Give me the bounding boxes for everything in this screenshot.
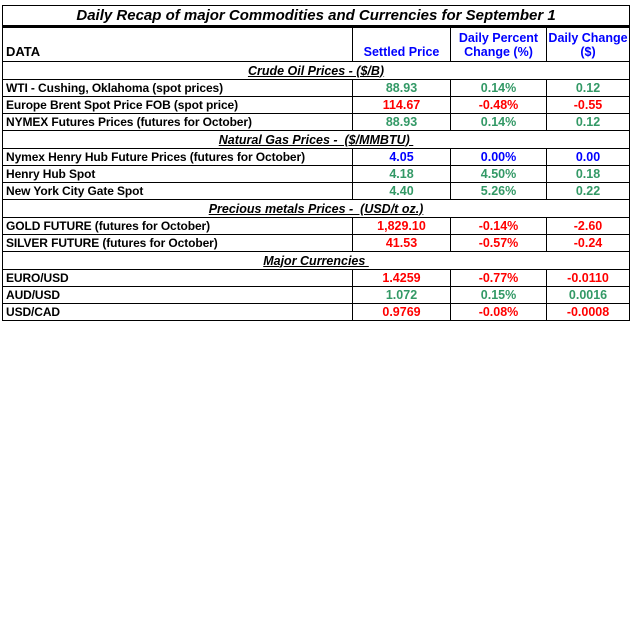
row-label: Nymex Henry Hub Future Prices (futures for October) xyxy=(3,149,353,166)
daily-change-cell: -0.55 xyxy=(547,97,630,114)
percent-change-cell: 0.15% xyxy=(451,287,547,304)
settled-price-cell: 114.67 xyxy=(353,97,451,114)
settled-price-cell: 1.072 xyxy=(353,287,451,304)
column-header-data: DATA xyxy=(3,27,353,62)
table-row-nyc-gate-spot xyxy=(3,183,630,200)
section-title-crude-oil: Crude Oil Prices - ($/B) xyxy=(247,63,385,78)
column-header-daily-percent-change: Daily Percent Change (%) xyxy=(451,27,547,62)
daily-change-cell: 0.12 xyxy=(547,80,630,97)
section-title-precious-metals: Precious metals Prices - (USD/t oz.) xyxy=(208,201,424,216)
section-header-natural-gas xyxy=(3,131,630,149)
row-label: GOLD FUTURE (futures for October) xyxy=(3,218,353,235)
percent-change-cell: 0.14% xyxy=(451,80,547,97)
daily-change-cell: -0.24 xyxy=(547,235,630,252)
percent-change-cell: -0.14% xyxy=(451,218,547,235)
table-row-gold-future xyxy=(3,218,630,235)
table-row-euro-usd xyxy=(3,270,630,287)
row-label: WTI - Cushing, Oklahoma (spot prices) xyxy=(3,80,353,97)
row-label: New York City Gate Spot xyxy=(3,183,353,200)
section-title-natural-gas: Natural Gas Prices - ($/MMBTU) xyxy=(218,132,414,147)
table-row-nymex-henry-hub xyxy=(3,149,630,166)
settled-price-cell: 88.93 xyxy=(353,80,451,97)
percent-change-cell: 4.50% xyxy=(451,166,547,183)
table-row-brent xyxy=(3,97,630,114)
settled-price-cell: 1,829.10 xyxy=(353,218,451,235)
column-header-row xyxy=(3,27,630,62)
settled-price-cell: 41.53 xyxy=(353,235,451,252)
settled-price-cell: 1.4259 xyxy=(353,270,451,287)
section-header-precious-metals xyxy=(3,200,630,218)
table-title: Daily Recap of major Commodities and Currencies for September 1 xyxy=(3,6,630,27)
row-label: EURO/USD xyxy=(3,270,353,287)
row-label: USD/CAD xyxy=(3,304,353,321)
daily-change-cell: 0.12 xyxy=(547,114,630,131)
spreadsheet-view xyxy=(2,5,630,321)
daily-change-cell: 0.18 xyxy=(547,166,630,183)
table-row-wti xyxy=(3,80,630,97)
row-label: Henry Hub Spot xyxy=(3,166,353,183)
percent-change-cell: -0.48% xyxy=(451,97,547,114)
row-label: NYMEX Futures Prices (futures for October) xyxy=(3,114,353,131)
commodities-currencies-table xyxy=(2,5,630,321)
percent-change-cell: -0.57% xyxy=(451,235,547,252)
column-header-settled-price: Settled Price xyxy=(353,27,451,62)
daily-change-cell: -0.0008 xyxy=(547,304,630,321)
section-title-major-currencies: Major Currencies xyxy=(263,253,369,268)
settled-price-cell: 4.40 xyxy=(353,183,451,200)
title-row xyxy=(3,6,630,27)
daily-change-cell: 0.22 xyxy=(547,183,630,200)
percent-change-cell: -0.08% xyxy=(451,304,547,321)
settled-price-cell: 4.18 xyxy=(353,166,451,183)
percent-change-cell: -0.77% xyxy=(451,270,547,287)
row-label: Europe Brent Spot Price FOB (spot price) xyxy=(3,97,353,114)
section-header-major-currencies xyxy=(3,252,630,270)
percent-change-cell: 0.00% xyxy=(451,149,547,166)
table-row-aud-usd xyxy=(3,287,630,304)
row-label: SILVER FUTURE (futures for October) xyxy=(3,235,353,252)
row-label: AUD/USD xyxy=(3,287,353,304)
column-header-daily-change: Daily Change ($) xyxy=(547,27,630,62)
daily-change-cell: 0.00 xyxy=(547,149,630,166)
settled-price-cell: 0.9769 xyxy=(353,304,451,321)
daily-change-cell: -0.0110 xyxy=(547,270,630,287)
daily-change-cell: -2.60 xyxy=(547,218,630,235)
daily-change-cell: 0.0016 xyxy=(547,287,630,304)
table-row-silver-future xyxy=(3,235,630,252)
table-row-henry-hub-spot xyxy=(3,166,630,183)
percent-change-cell: 5.26% xyxy=(451,183,547,200)
section-header-crude-oil xyxy=(3,62,630,80)
table-row-usd-cad xyxy=(3,304,630,321)
percent-change-cell: 0.14% xyxy=(451,114,547,131)
settled-price-cell: 88.93 xyxy=(353,114,451,131)
settled-price-cell: 4.05 xyxy=(353,149,451,166)
table-row-nymex-futures xyxy=(3,114,630,131)
